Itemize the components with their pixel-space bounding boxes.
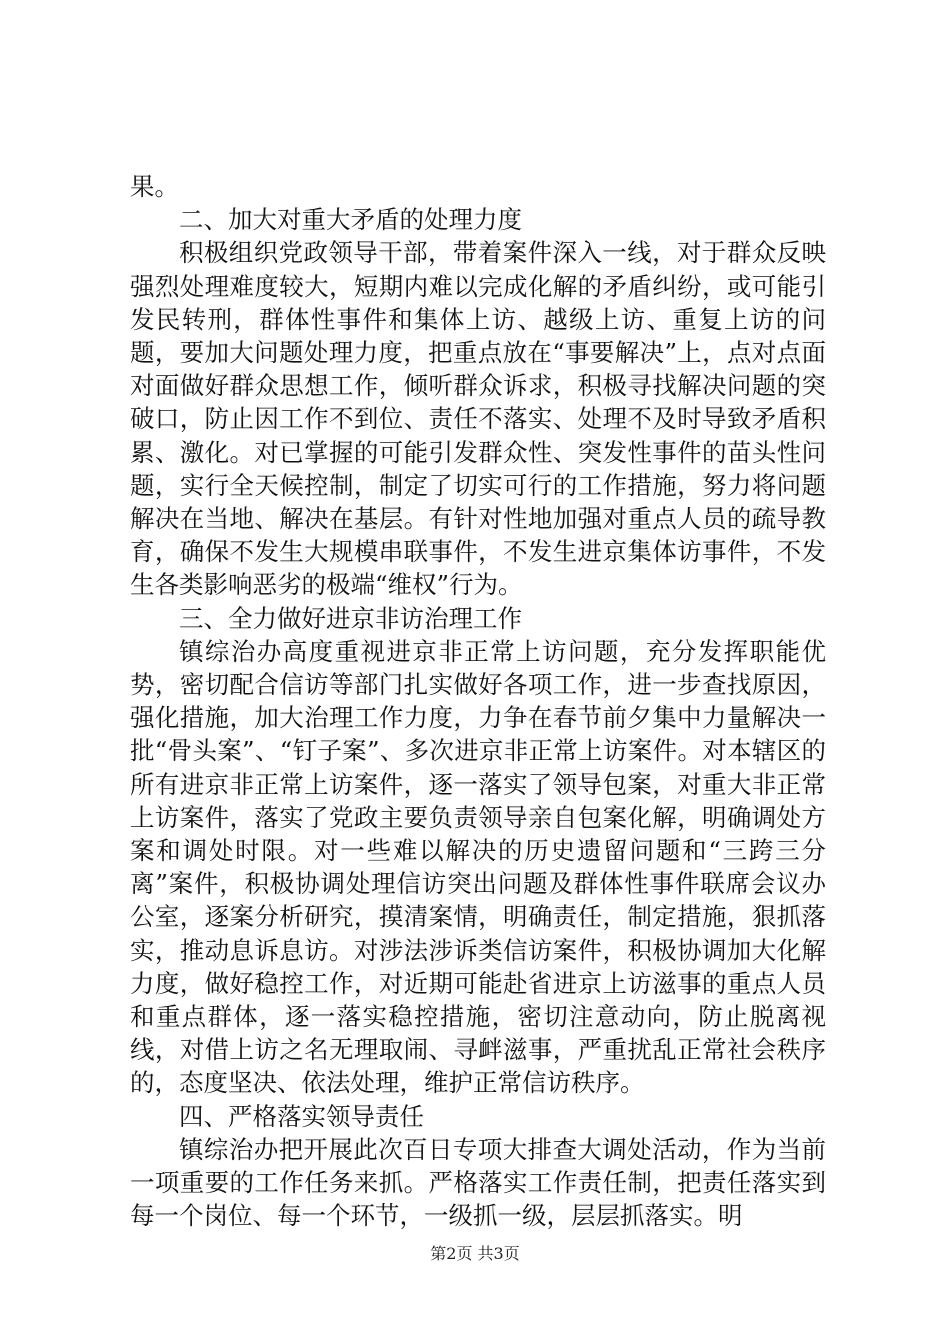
paragraph-section-4: 镇综治办把开展此次百日专项大排查大调处活动，作为当前一项重要的工作任务来抓。严格落实工作责任制，把责任落实到每一个岗位、每一个环节，一级抓一级，层层抓落实。明 [130, 1134, 826, 1231]
section-heading-3: 三、全力做好进京非访治理工作 [179, 603, 522, 633]
section-heading-2: 二、加大对重大矛盾的处理力度 [179, 205, 522, 235]
paragraph-section-2: 积极组织党政领导干部，带着案件深入一线，对于群众反映强烈处理难度较大，短期内难以完成化解的矛盾纠纷，或可能引发民转刑，群体性事件和集体上访、越级上访、重复上访的问题，要加大问题处理力度，把重点放在“事要解决”上，点对点面对面做好群众思想工作，倾听群众诉求，积极寻找解决问题的突破口，防止因工作不到位、责任不落实、处理不及时导致矛盾积累、激化。对已掌握的可能引发群众性、突发性事件的苗头性问题，实行全天候控制，制定了切实可行的工作措施，努力将问题解决在当地、解决在基层。有针对性地加强对重点人员的疏导教育，确保不发生大规模串联事件，不发生进京集体访事件，不发生各类影响恶劣的极端“维权”行为。 [130, 238, 826, 600]
section-heading-4: 四、严格落实领导责任 [179, 1101, 424, 1131]
paragraph-continuation: 果。 [130, 172, 179, 201]
paragraph-section-3: 镇综治办高度重视进京非正常上访问题，充分发挥职能优势，密切配合信访等部门扎实做好各项工作，进一步查找原因，强化措施，加大治理工作力度，力争在春节前夕集中力量解决一批“骨头案”、“钉子案”、多次进京非正常上访案件。对本辖区的所有进京非正常上访案件，逐一落实了领导包案，对重大非正常上访案件，落实了党政主要负责领导亲自包案化解，明确调处方案和调处时限。对一些难以解决的历史遗留问题和“三跨三分离”案件，积极协调处理信访突出问题及群体性事件联席会议办公室，逐案分析研究，摸清案情，明确责任，制定措施，狠抓落实，推动息诉息访。对涉法涉诉类信访案件，积极协调加大化解力度，做好稳控工作，对近期可能赴省进京上访滋事的重点人员和重点群体，逐一落实稳控措施，密切注意动向，防止脱离视线，对借上访之名无理取闹、寻衅滋事，严重扰乱正常社会秩序的，态度坚决、依法处理，维护正常信访秩序。 [130, 636, 826, 1098]
document-body [130, 170, 826, 1233]
page-number-footer: 第2页 共3页 [430, 1244, 520, 1263]
